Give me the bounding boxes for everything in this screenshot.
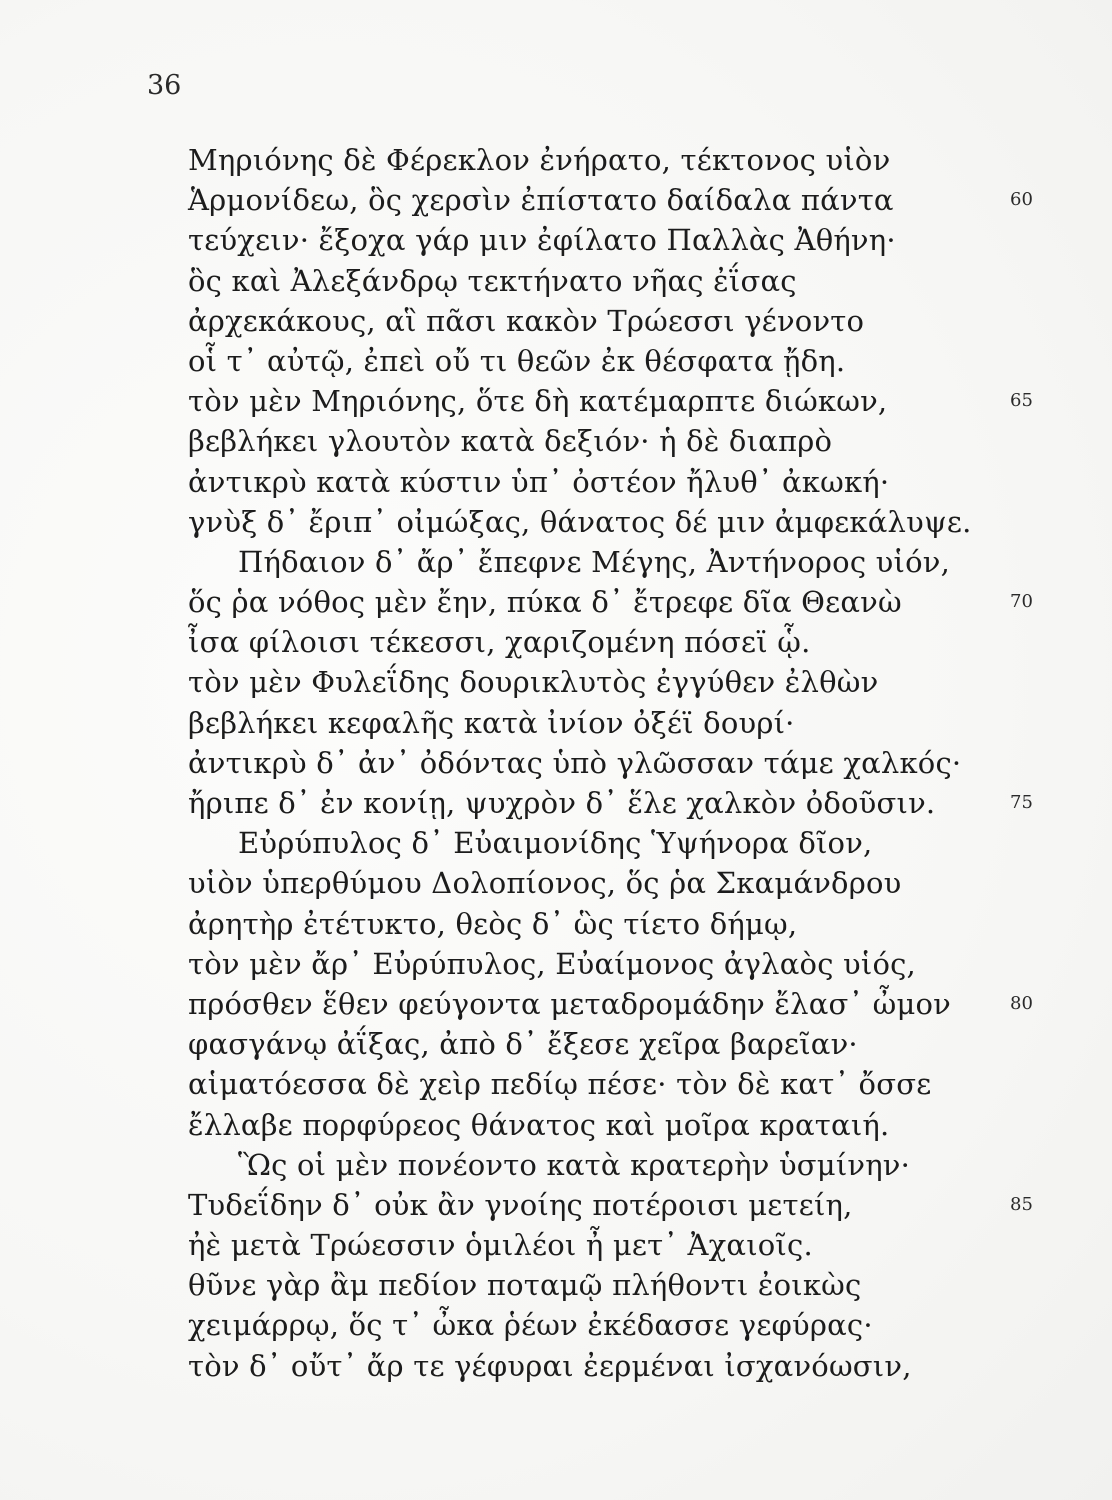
verse-block [188, 140, 988, 1386]
verse-line: γνὺξ δ᾽ ἔριπ᾽ οἰμώξας, θάνατος δέ μιν ἀμφεκάλυψε. [188, 504, 972, 539]
line-number [1010, 1064, 1070, 1104]
verse-line: βεβλήκει κεφαλῆς κατὰ ἰνίον ὀξέϊ δουρί· [188, 705, 795, 740]
verse-line: αἱματόεσσα δὲ χεὶρ πεδίῳ πέσε· τὸν δὲ κατ᾽ ὄσσε [188, 1067, 932, 1102]
line-number [1010, 1225, 1070, 1265]
verse-line: ἀρητὴρ ἐτέτυκτο, θεὸς δ᾽ ὣς τίετο δήμῳ, [188, 906, 798, 941]
line-number [1010, 1305, 1070, 1345]
verse-line: τὸν μὲν Μηριόνης, ὅτε δὴ κατέμαρπτε διώκων, [188, 384, 888, 419]
verse-line: βεβλήκει γλουτὸν κατὰ δεξιόν· ἡ δὲ διαπρὸ [188, 424, 833, 459]
verse-line: ὅς ῥα νόθος μὲν ἔην, πύκα δ᾽ ἔτρεφε δῖα Θεανὼ [188, 585, 902, 620]
verse-line: ἤριπε δ᾽ ἐν κονίῃ, ψυχρὸν δ᾽ ἕλε χαλκὸν ὀδοῦσιν. [188, 786, 936, 820]
line-number [1010, 502, 1070, 542]
line-number [1010, 462, 1070, 502]
verse-line: χειμάρρῳ, ὅς τ᾽ ὦκα ῥέων ἐκέδασσε γεφύρας· [188, 1308, 873, 1343]
line-number-column [1010, 140, 1070, 1386]
line-number [1010, 542, 1070, 582]
line-number [1010, 421, 1070, 461]
verse-line: Μηριόνης δὲ Φέρεκλον ἐνήρατο, τέκτονος υἱὸν [188, 143, 891, 177]
line-number [1010, 823, 1070, 863]
line-number [1010, 743, 1070, 783]
line-number: 65 [1010, 390, 1033, 412]
line-number: 85 [1010, 1193, 1033, 1215]
verse-line: τὸν μὲν ἄρ᾽ Εὐρύπυλος, Εὐαίμονος ἀγλαὸς υἱός, [188, 946, 916, 981]
line-number [1010, 140, 1070, 180]
verse-line: τεύχειν· ἔξοχα γάρ μιν ἐφίλατο Παλλὰς Ἀθήνη· [188, 223, 896, 258]
line-number [1010, 1024, 1070, 1064]
verse-line: οἷ τ᾽ αὐτῷ, ἐπεὶ οὔ τι θεῶν ἐκ θέσφατα ᾔδη. [188, 343, 846, 378]
line-number [1010, 1145, 1070, 1185]
verse-line: Τυδεΐδην δ᾽ οὐκ ἂν γνοίης ποτέροισι μετείη, [188, 1187, 853, 1222]
line-number [1010, 1265, 1070, 1305]
line-number [1010, 220, 1070, 260]
line-number [1010, 1105, 1070, 1145]
verse-line: Εὐρύπυλος δ᾽ Εὐαιμονίδης Ὑψήνορα δῖον, [238, 826, 873, 861]
verse-line: ὃς καὶ Ἀλεξάνδρῳ τεκτήνατο νῆας ἐΐσας [188, 263, 797, 298]
verse-line: ἶσα φίλοισι τέκεσσι, χαριζομένη πόσεϊ ᾧ. [188, 625, 811, 660]
verse-line: τὸν μὲν Φυλεΐδης δουρικλυτὸς ἐγγύθεν ἐλθὼν [188, 665, 879, 700]
verse-line: Πήδαιον δ᾽ ἄρ᾽ ἔπεφνε Μέγης, Ἀντήνορος υἱόν, [238, 544, 950, 579]
line-number [1010, 703, 1070, 743]
verse-line: ἔλλαβε πορφύρεος θάνατος καὶ μοῖρα κραταιή. [188, 1107, 890, 1142]
line-number: 60 [1010, 189, 1033, 211]
verse-line: ἀντικρὺ κατὰ κύστιν ὑπ᾽ ὀστέον ἤλυθ᾽ ἀκωκή· [188, 464, 890, 499]
verse-line: Ἁρμονίδεω, ὃς χερσὶν ἐπίστατο δαίδαλα πάντα [188, 183, 894, 218]
line-number: 75 [1010, 792, 1033, 813]
verse-line: φασγάνῳ ἀΐξας, ἀπὸ δ᾽ ἔξεσε χεῖρα βαρεῖαν· [188, 1027, 858, 1062]
line-number [1010, 261, 1070, 301]
verse-line: θῦνε γὰρ ἂμ πεδίον ποταμῷ πλήθοντι ἐοικὼς [188, 1268, 862, 1303]
line-number [1010, 904, 1070, 944]
line-number [1010, 662, 1070, 702]
verse-line: ἀρχεκάκους, αἳ πᾶσι κακὸν Τρώεσσι γένοντο [188, 303, 865, 338]
verse-line: πρόσθεν ἕθεν φεύγοντα μεταδρομάδην ἔλασ᾽ ὦμον [188, 986, 952, 1021]
line-number [1010, 622, 1070, 662]
line-number [1010, 944, 1070, 984]
verse-line: υἱὸν ὑπερθύμου Δολοπίονος, ὅς ῥα Σκαμάνδρου [188, 866, 902, 901]
verse-line: ἀντικρὺ δ᾽ ἀν᾽ ὀδόντας ὑπὸ γλῶσσαν τάμε χαλκός· [188, 745, 962, 780]
verse-line: Ὣς οἱ μὲν πονέοντο κατὰ κρατερὴν ὑσμίνην· [238, 1147, 911, 1182]
line-number [1010, 341, 1070, 381]
line-number [1010, 863, 1070, 903]
line-number: 80 [1010, 992, 1033, 1014]
line-number: 70 [1010, 591, 1033, 613]
line-number [1010, 301, 1070, 341]
verse-line: τὸν δ᾽ οὔτ᾽ ἄρ τε γέφυραι ἐερμέναι ἰσχανόωσιν, [188, 1348, 912, 1383]
page-number: 36 [147, 70, 182, 101]
line-number [1010, 1346, 1070, 1386]
verse-line: ἠὲ μετὰ Τρώεσσιν ὁμιλέοι ἦ μετ᾽ Ἀχαιοῖς. [188, 1228, 813, 1263]
